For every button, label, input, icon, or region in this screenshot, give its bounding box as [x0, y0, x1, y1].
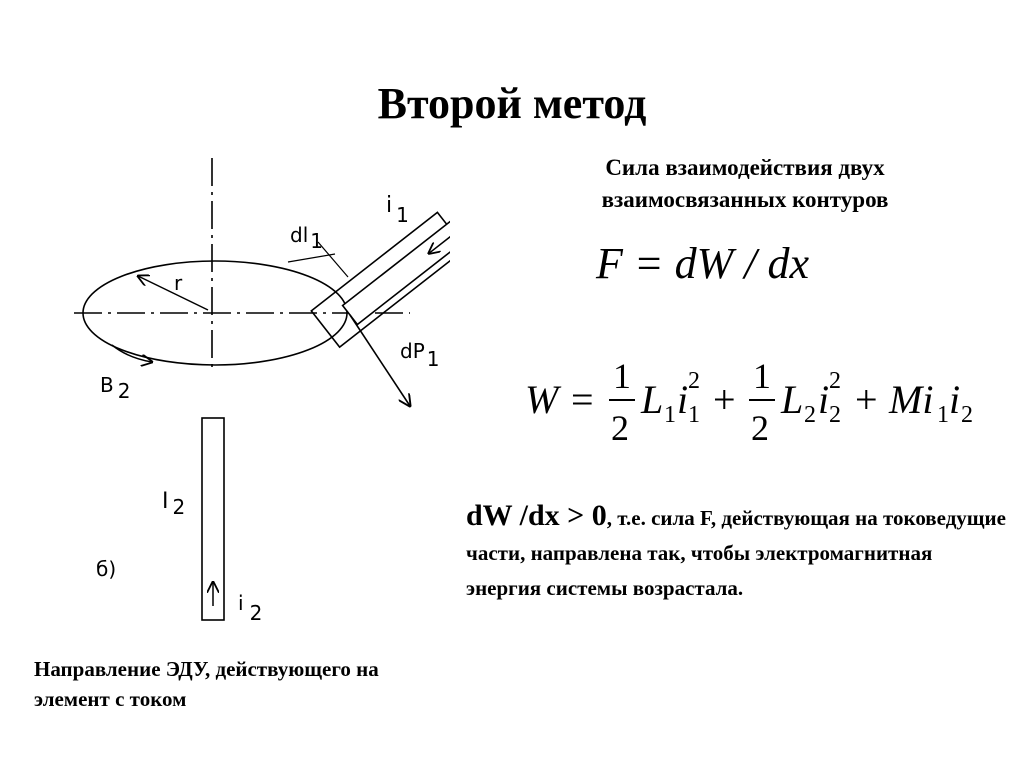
w-eq: = [571, 377, 594, 422]
label-b-variant: б) [96, 557, 117, 581]
label-dl1: dl 1 [290, 223, 323, 253]
frac2-den: 2 [751, 408, 769, 448]
term1-L: L [641, 377, 664, 422]
diagram-caption: Направление ЭДУ, действующего на элемент с током [34, 657, 379, 711]
term2-i: i [818, 377, 830, 422]
dl1-dim-line-1 [288, 254, 335, 262]
statement-inequality: dW /dx > 0 [466, 499, 607, 532]
statement [466, 498, 1006, 606]
term1-L-sub: 1 [664, 402, 676, 428]
label-b2: B 2 [100, 373, 131, 403]
subtitle: Сила взаимодействия двух взаимосвязанных контуров [601, 155, 889, 212]
plus-2: + [855, 377, 878, 422]
label-i2: i 2 [238, 591, 263, 625]
slide-title: Второй метод [377, 79, 647, 128]
circuit-diagram [60, 130, 450, 650]
w-lhs: W [525, 377, 559, 422]
label-i1: i 1 [386, 193, 409, 227]
plus-1: + [713, 377, 736, 422]
term3-sub2: 2 [961, 402, 973, 428]
formula-energy [525, 350, 985, 450]
formula-force: F = dW / dx [596, 239, 809, 288]
frac2-num: 1 [753, 356, 771, 396]
label-dp1: dP 1 [400, 339, 440, 371]
radius-arrow [138, 276, 208, 310]
term3-i2: i [949, 377, 961, 422]
term2-L: L [781, 377, 804, 422]
term3-Mi: Mi [889, 377, 934, 422]
frac1-num: 1 [613, 356, 631, 396]
label-I2: I 2 [162, 489, 186, 519]
term1-i-sup: 2 [688, 368, 700, 394]
term1-i-sub: 1 [688, 402, 700, 428]
term3-sub1: 1 [937, 402, 949, 428]
term1-i: i [677, 377, 689, 422]
term2-i-sub: 2 [829, 402, 841, 428]
term2-i-sup: 2 [829, 368, 841, 394]
term2-L-sub: 2 [804, 402, 816, 428]
statement-text: , т.е. сила F, действующая на токоведущие части, направлена так, чтобы электромагнитная энергия системы возрастала. [466, 506, 1006, 600]
label-r: r [174, 271, 183, 295]
frac1-den: 2 [611, 408, 629, 448]
